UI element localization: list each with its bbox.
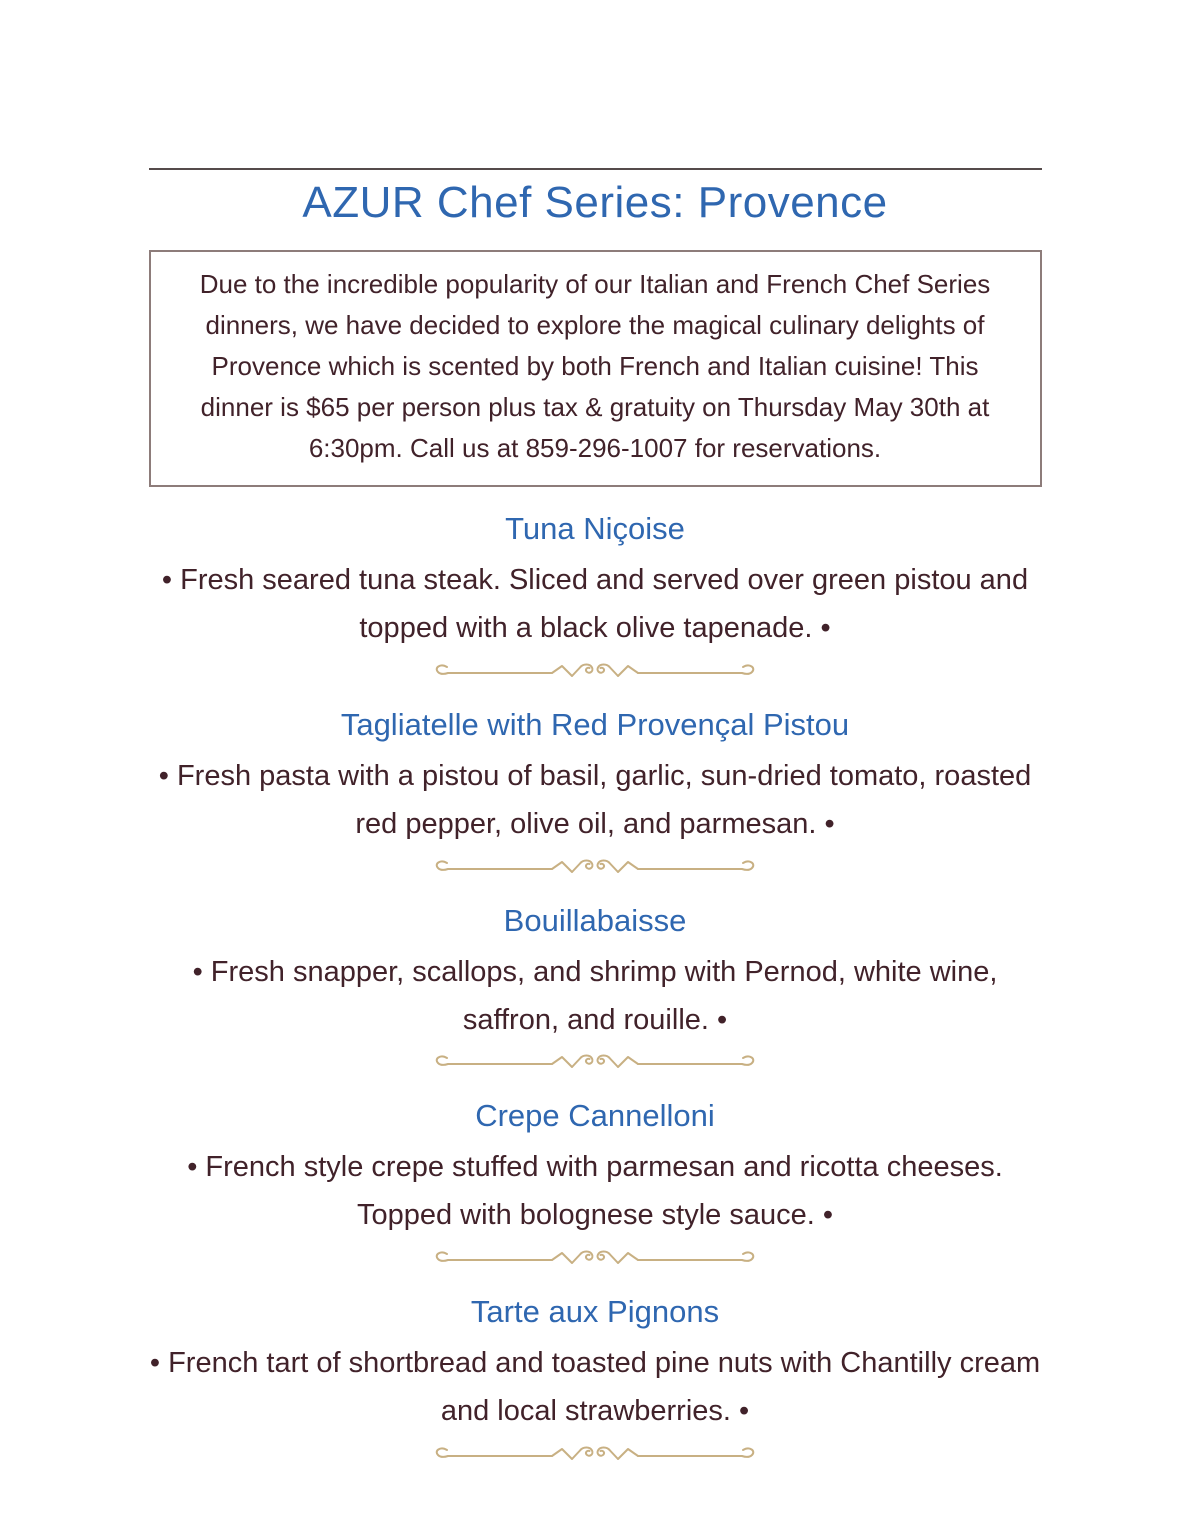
ornament-divider — [149, 1442, 1042, 1466]
flourish-divider-icon — [430, 855, 760, 879]
menu-item-name: Tuna Niçoise — [505, 511, 685, 547]
menu-item-description: • Fresh seared tuna steak. Sliced and served over green pistou and topped with a black olive tapenade. • — [161, 564, 1029, 645]
menu-item-description: • French style crepe stuffed with parmesan and ricotta cheeses. Topped with bolognese style sauce. • — [187, 1151, 1003, 1232]
menu-item-description: • Fresh pasta with a pistou of basil, garlic, sun-dried tomato, roasted red pepper, olive oil, and parmesan. • — [158, 760, 1032, 840]
menu-page — [149, 0, 1042, 1466]
menu-item-description: • French tart of shortbread and toasted pine nuts with Chantilly cream and local strawberries. • — [149, 1347, 1041, 1427]
top-divider-rule — [149, 168, 1042, 170]
flourish-divider-icon — [430, 659, 760, 683]
menu-sections — [149, 511, 1042, 1465]
menu-item — [149, 511, 1042, 683]
intro-box — [149, 250, 1042, 487]
menu-item-name: Tagliatelle with Red Provençal Pistou — [340, 707, 850, 743]
menu-item-name: Crepe Cannelloni — [475, 1098, 715, 1134]
ornament-divider — [149, 1050, 1042, 1074]
flourish-divider-icon — [430, 1442, 760, 1466]
intro-text: Due to the incredible popularity of our Italian and French Chef Series dinners, we have decided to explore the magical culinary delights of Provence which is scented by both French and Italian cuisine! This dinner is $65 per person plus tax & gratuity on Thursday May 30th at 6:30pm. Call us at 859-296-1007 for reservations. — [199, 269, 991, 464]
menu-item-name: Tarte aux Pignons — [470, 1294, 720, 1330]
menu-item — [149, 903, 1042, 1075]
menu-item — [149, 1098, 1042, 1270]
ornament-divider — [149, 659, 1042, 683]
menu-item-description: • Fresh snapper, scallops, and shrimp with Pernod, white wine, saffron, and rouille. • — [192, 955, 998, 1036]
ornament-divider — [149, 1246, 1042, 1270]
ornament-divider — [149, 855, 1042, 879]
flourish-divider-icon — [430, 1050, 760, 1074]
page-title: AZUR Chef Series: Provence — [302, 178, 888, 227]
flourish-divider-icon — [430, 1246, 760, 1270]
menu-item — [149, 1294, 1042, 1466]
menu-item — [149, 707, 1042, 879]
menu-item-name: Bouillabaisse — [503, 902, 687, 938]
